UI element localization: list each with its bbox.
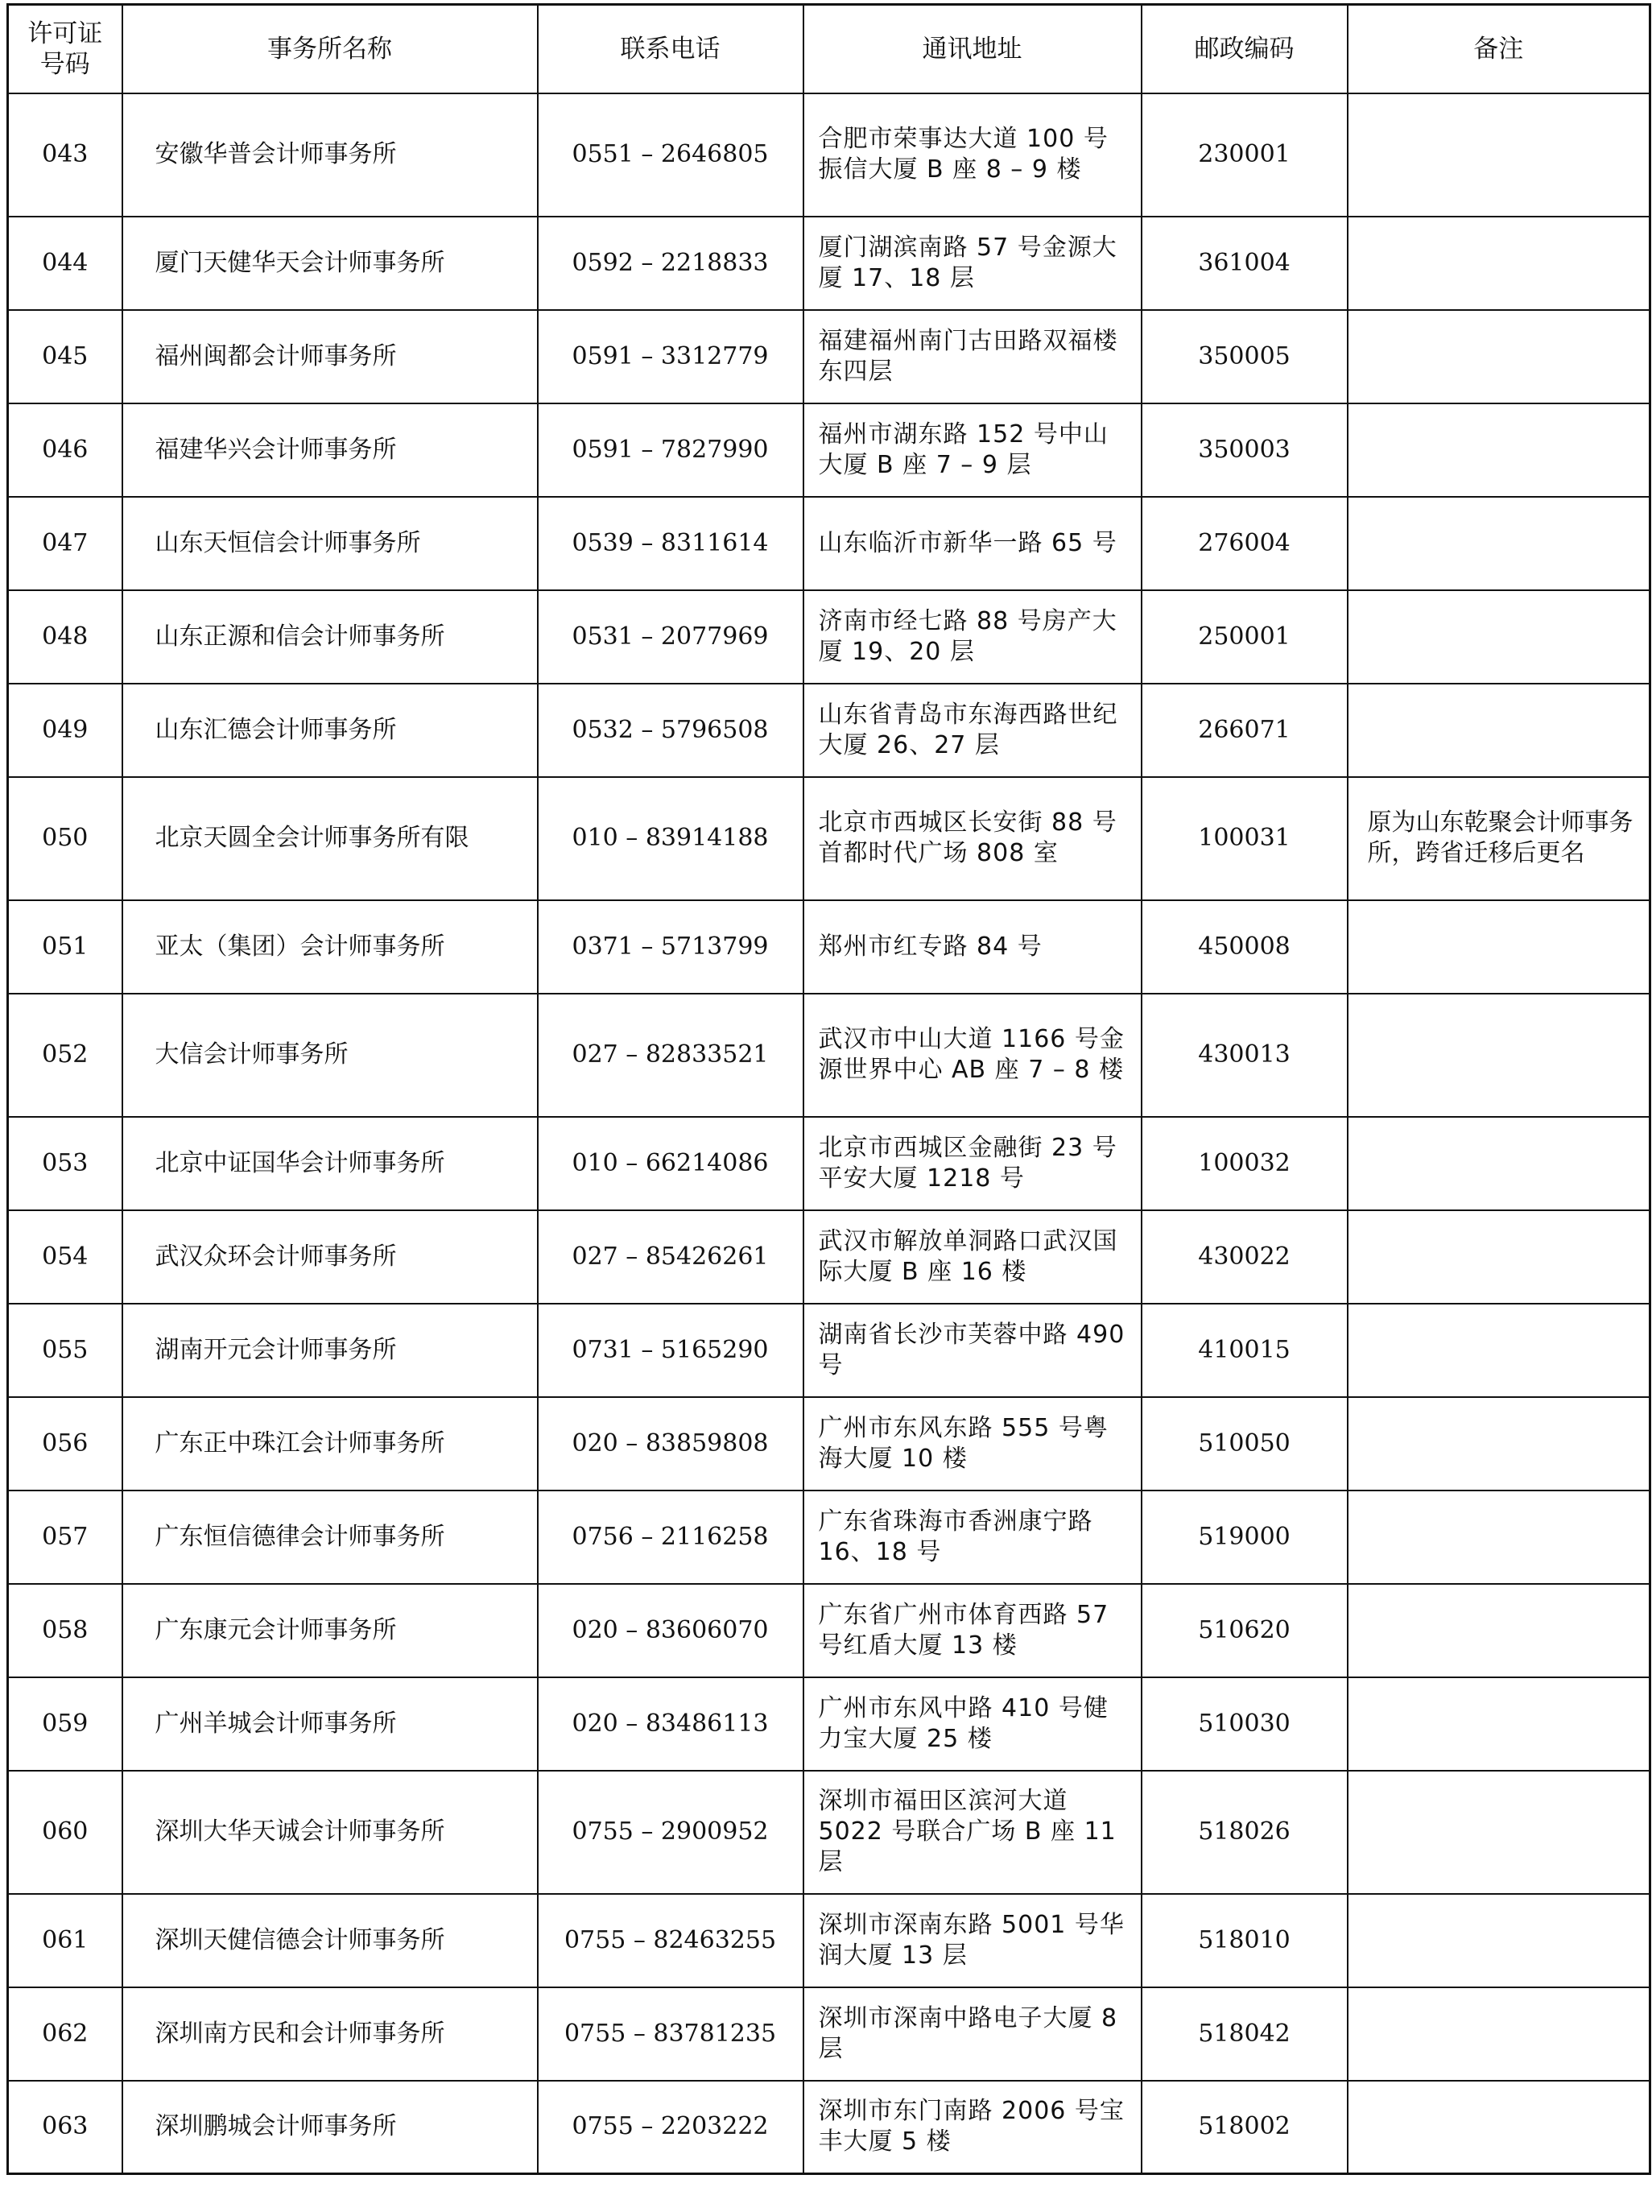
cell-zip: 266071 [1142, 684, 1348, 777]
cell-firm-name: 大信会计师事务所 [122, 994, 538, 1117]
cell-license-number: 045 [8, 310, 122, 403]
cell-note [1348, 217, 1650, 310]
cell-license-number: 053 [8, 1117, 122, 1210]
header-phone: 联系电话 [538, 5, 803, 93]
table-row [8, 1771, 1650, 1894]
cell-phone: 0755 – 83781235 [538, 1987, 803, 2081]
cell-phone: 0731 – 5165290 [538, 1304, 803, 1397]
table-row [8, 403, 1650, 497]
cell-license-number: 058 [8, 1584, 122, 1677]
cell-note [1348, 900, 1650, 994]
table-row [8, 1491, 1650, 1584]
header-license-number: 许可证号码 [8, 5, 122, 93]
cell-firm-name: 广东康元会计师事务所 [122, 1584, 538, 1677]
cell-firm-name: 广东正中珠江会计师事务所 [122, 1397, 538, 1491]
table-row [8, 497, 1650, 590]
cell-zip: 518026 [1142, 1771, 1348, 1894]
cell-address: 广州市东风中路 410 号健力宝大厦 25 楼 [803, 1677, 1142, 1771]
table-row [8, 1210, 1650, 1304]
cell-firm-name: 北京天圆全会计师事务所有限 [122, 777, 538, 900]
cell-license-number: 047 [8, 497, 122, 590]
cell-phone: 0756 – 2116258 [538, 1491, 803, 1584]
cell-address: 深圳市深南中路电子大厦 8 层 [803, 1987, 1142, 2081]
cell-firm-name: 福建华兴会计师事务所 [122, 403, 538, 497]
cell-phone: 0371 – 5713799 [538, 900, 803, 994]
cell-zip: 230001 [1142, 93, 1348, 217]
cell-zip: 518010 [1142, 1894, 1348, 1987]
cell-note [1348, 1771, 1650, 1894]
cell-zip: 519000 [1142, 1491, 1348, 1584]
cell-phone: 0539 – 8311614 [538, 497, 803, 590]
table-row [8, 2081, 1650, 2174]
cell-license-number: 046 [8, 403, 122, 497]
cell-zip: 410015 [1142, 1304, 1348, 1397]
cell-phone: 020 – 83606070 [538, 1584, 803, 1677]
cell-address: 济南市经七路 88 号房产大厦 19、20 层 [803, 590, 1142, 684]
cell-address: 广州市东风东路 555 号粤海大厦 10 楼 [803, 1397, 1142, 1491]
cell-firm-name: 安徽华普会计师事务所 [122, 93, 538, 217]
cell-license-number: 060 [8, 1771, 122, 1894]
cell-address: 武汉市解放单洞路口武汉国际大厦 B 座 16 楼 [803, 1210, 1142, 1304]
cell-phone: 0531 – 2077969 [538, 590, 803, 684]
table-row [8, 217, 1650, 310]
cell-phone: 020 – 83486113 [538, 1677, 803, 1771]
cell-firm-name: 山东汇德会计师事务所 [122, 684, 538, 777]
cell-firm-name: 北京中证国华会计师事务所 [122, 1117, 538, 1210]
cell-license-number: 056 [8, 1397, 122, 1491]
cell-zip: 518042 [1142, 1987, 1348, 2081]
cell-note [1348, 1491, 1650, 1584]
cell-note: 原为山东乾聚会计师事务所，跨省迁移后更名 [1348, 777, 1650, 900]
cell-phone: 0755 – 82463255 [538, 1894, 803, 1987]
cell-phone: 0755 – 2203222 [538, 2081, 803, 2174]
table-row [8, 1304, 1650, 1397]
table-row [8, 310, 1650, 403]
cell-phone: 010 – 83914188 [538, 777, 803, 900]
cell-license-number: 055 [8, 1304, 122, 1397]
table-row [8, 994, 1650, 1117]
cell-address: 合肥市荣事达大道 100 号振信大厦 B 座 8 – 9 楼 [803, 93, 1142, 217]
cell-zip: 350005 [1142, 310, 1348, 403]
header-firm-name: 事务所名称 [122, 5, 538, 93]
cell-firm-name: 福州闽都会计师事务所 [122, 310, 538, 403]
cell-address: 湖南省长沙市芙蓉中路 490 号 [803, 1304, 1142, 1397]
cell-note [1348, 590, 1650, 684]
cell-license-number: 062 [8, 1987, 122, 2081]
cell-license-number: 049 [8, 684, 122, 777]
table-row [8, 1987, 1650, 2081]
cell-note [1348, 1117, 1650, 1210]
cell-phone: 0591 – 3312779 [538, 310, 803, 403]
cell-license-number: 043 [8, 93, 122, 217]
table-row [8, 93, 1650, 217]
cell-firm-name: 湖南开元会计师事务所 [122, 1304, 538, 1397]
cell-license-number: 051 [8, 900, 122, 994]
cell-note [1348, 1397, 1650, 1491]
cell-address: 深圳市深南东路 5001 号华润大厦 13 层 [803, 1894, 1142, 1987]
cell-license-number: 050 [8, 777, 122, 900]
cell-license-number: 057 [8, 1491, 122, 1584]
cell-zip: 510620 [1142, 1584, 1348, 1677]
table-body [8, 93, 1650, 2174]
cell-firm-name: 广州羊城会计师事务所 [122, 1677, 538, 1771]
cell-note [1348, 497, 1650, 590]
cell-address: 郑州市红专路 84 号 [803, 900, 1142, 994]
cell-zip: 510050 [1142, 1397, 1348, 1491]
cell-note [1348, 403, 1650, 497]
cell-note [1348, 1677, 1650, 1771]
cell-phone: 027 – 82833521 [538, 994, 803, 1117]
table-row [8, 1117, 1650, 1210]
cell-zip: 100032 [1142, 1117, 1348, 1210]
cell-license-number: 048 [8, 590, 122, 684]
cell-phone: 027 – 85426261 [538, 1210, 803, 1304]
cell-firm-name: 山东正源和信会计师事务所 [122, 590, 538, 684]
cell-note [1348, 1894, 1650, 1987]
cell-note [1348, 994, 1650, 1117]
cell-zip: 361004 [1142, 217, 1348, 310]
table-row [8, 590, 1650, 684]
header-note: 备注 [1348, 5, 1650, 93]
table-row [8, 1397, 1650, 1491]
cell-zip: 350003 [1142, 403, 1348, 497]
cell-zip: 276004 [1142, 497, 1348, 590]
cell-license-number: 044 [8, 217, 122, 310]
cell-note [1348, 1210, 1650, 1304]
cell-address: 山东省青岛市东海西路世纪大厦 26、27 层 [803, 684, 1142, 777]
cell-address: 深圳市东门南路 2006 号宝丰大厦 5 楼 [803, 2081, 1142, 2174]
cell-address: 广东省广州市体育西路 57 号红盾大厦 13 楼 [803, 1584, 1142, 1677]
cell-phone: 0532 – 5796508 [538, 684, 803, 777]
cell-firm-name: 广东恒信德律会计师事务所 [122, 1491, 538, 1584]
cell-note [1348, 310, 1650, 403]
cell-phone: 010 – 66214086 [538, 1117, 803, 1210]
cell-license-number: 063 [8, 2081, 122, 2174]
firm-table [6, 3, 1651, 2175]
cell-note [1348, 2081, 1650, 2174]
firm-table-container [6, 3, 1649, 2175]
cell-address: 北京市西城区长安街 88 号首都时代广场 808 室 [803, 777, 1142, 900]
cell-zip: 450008 [1142, 900, 1348, 994]
cell-firm-name: 深圳鹏城会计师事务所 [122, 2081, 538, 2174]
cell-phone: 0755 – 2900952 [538, 1771, 803, 1894]
cell-address: 广东省珠海市香洲康宁路 16、18 号 [803, 1491, 1142, 1584]
cell-firm-name: 亚太（集团）会计师事务所 [122, 900, 538, 994]
cell-zip: 518002 [1142, 2081, 1348, 2174]
header-row [8, 5, 1650, 93]
cell-license-number: 054 [8, 1210, 122, 1304]
table-row [8, 777, 1650, 900]
cell-firm-name: 厦门天健华天会计师事务所 [122, 217, 538, 310]
cell-firm-name: 深圳大华天诚会计师事务所 [122, 1771, 538, 1894]
cell-phone: 0591 – 7827990 [538, 403, 803, 497]
cell-firm-name: 武汉众环会计师事务所 [122, 1210, 538, 1304]
table-row [8, 1894, 1650, 1987]
table-row [8, 1677, 1650, 1771]
cell-note [1348, 93, 1650, 217]
cell-address: 武汉市中山大道 1166 号金源世界中心 AB 座 7 – 8 楼 [803, 994, 1142, 1117]
cell-note [1348, 1584, 1650, 1677]
cell-address: 福建福州南门古田路双福楼东四层 [803, 310, 1142, 403]
header-address: 通讯地址 [803, 5, 1142, 93]
cell-zip: 250001 [1142, 590, 1348, 684]
table-row [8, 1584, 1650, 1677]
cell-firm-name: 深圳天健信德会计师事务所 [122, 1894, 538, 1987]
table-row [8, 900, 1650, 994]
cell-zip: 430022 [1142, 1210, 1348, 1304]
cell-firm-name: 山东天恒信会计师事务所 [122, 497, 538, 590]
cell-note [1348, 1304, 1650, 1397]
cell-firm-name: 深圳南方民和会计师事务所 [122, 1987, 538, 2081]
cell-note [1348, 684, 1650, 777]
cell-phone: 020 – 83859808 [538, 1397, 803, 1491]
cell-zip: 430013 [1142, 994, 1348, 1117]
cell-note [1348, 1987, 1650, 2081]
cell-license-number: 061 [8, 1894, 122, 1987]
cell-address: 北京市西城区金融街 23 号平安大厦 1218 号 [803, 1117, 1142, 1210]
cell-address: 深圳市福田区滨河大道 5022 号联合广场 B 座 11 层 [803, 1771, 1142, 1894]
cell-license-number: 052 [8, 994, 122, 1117]
cell-phone: 0551 – 2646805 [538, 93, 803, 217]
table-header [8, 5, 1650, 93]
cell-zip: 100031 [1142, 777, 1348, 900]
cell-phone: 0592 – 2218833 [538, 217, 803, 310]
cell-address: 福州市湖东路 152 号中山大厦 B 座 7 – 9 层 [803, 403, 1142, 497]
cell-address: 山东临沂市新华一路 65 号 [803, 497, 1142, 590]
table-row [8, 684, 1650, 777]
cell-license-number: 059 [8, 1677, 122, 1771]
cell-address: 厦门湖滨南路 57 号金源大厦 17、18 层 [803, 217, 1142, 310]
header-zip: 邮政编码 [1142, 5, 1348, 93]
cell-zip: 510030 [1142, 1677, 1348, 1771]
